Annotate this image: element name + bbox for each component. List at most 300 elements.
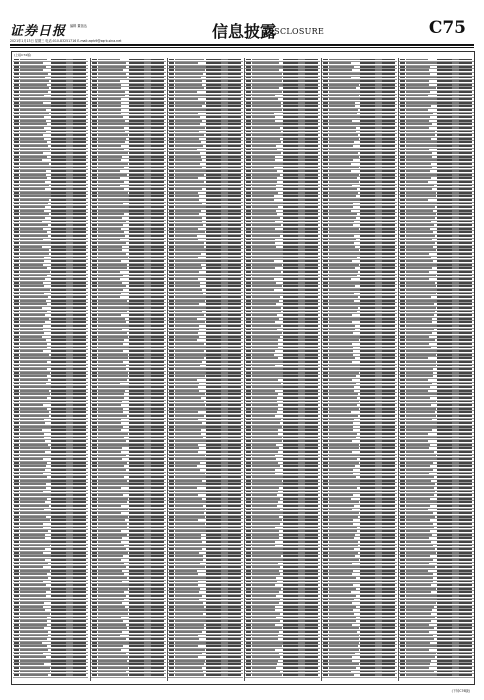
table-cell bbox=[231, 213, 241, 215]
table-cell bbox=[246, 203, 251, 205]
table-cell bbox=[66, 278, 73, 280]
table-cell bbox=[154, 354, 164, 356]
table-cell bbox=[385, 390, 395, 392]
table-cell bbox=[231, 159, 241, 161]
table-cell bbox=[144, 401, 151, 403]
table-cell bbox=[154, 311, 164, 313]
table-cell bbox=[144, 444, 151, 446]
table-cell bbox=[175, 663, 204, 665]
table-cell bbox=[66, 177, 73, 179]
table-cell bbox=[323, 167, 328, 169]
table-cell bbox=[66, 285, 73, 287]
table-cell bbox=[298, 314, 305, 316]
table-cell bbox=[329, 149, 360, 151]
table-cell bbox=[14, 606, 19, 608]
table-cell bbox=[92, 325, 97, 327]
table-cell bbox=[308, 123, 318, 125]
table-cell bbox=[323, 566, 328, 568]
table-cell bbox=[175, 588, 200, 590]
table-cell bbox=[221, 401, 228, 403]
table-cell bbox=[66, 195, 73, 197]
table-cell bbox=[14, 332, 19, 334]
table-cell bbox=[323, 285, 328, 287]
table-cell bbox=[154, 303, 164, 305]
table-cell bbox=[252, 296, 280, 298]
table-cell bbox=[144, 494, 151, 496]
table-cell bbox=[20, 185, 49, 187]
table-cell bbox=[175, 73, 203, 75]
table-cell bbox=[175, 159, 202, 161]
table-cell bbox=[175, 84, 202, 86]
table-cell bbox=[20, 559, 45, 561]
table-cell bbox=[231, 66, 241, 68]
table-cell bbox=[221, 239, 228, 241]
table-cell bbox=[20, 415, 49, 417]
table-cell bbox=[308, 170, 318, 172]
table-cell bbox=[323, 102, 328, 104]
table-cell bbox=[154, 206, 164, 208]
table-cell bbox=[175, 465, 197, 467]
table-cell bbox=[154, 91, 164, 93]
table-cell bbox=[169, 372, 174, 374]
table-cell bbox=[298, 192, 305, 194]
table-cell bbox=[175, 415, 204, 417]
table-cell bbox=[375, 102, 382, 104]
table-cell bbox=[323, 354, 328, 356]
table-cell bbox=[221, 671, 228, 673]
table-cell bbox=[231, 566, 241, 568]
table-cell bbox=[308, 242, 318, 244]
table-cell bbox=[329, 156, 359, 158]
table-cell bbox=[231, 494, 241, 496]
table-cell bbox=[231, 311, 241, 313]
table-cell bbox=[76, 152, 86, 154]
table-cell bbox=[231, 275, 241, 277]
table-cell bbox=[221, 620, 228, 622]
table-cell bbox=[175, 426, 206, 428]
table-cell bbox=[221, 116, 228, 118]
table-cell bbox=[221, 624, 228, 626]
table-cell bbox=[175, 401, 204, 403]
table-cell bbox=[298, 411, 305, 413]
table-cell bbox=[246, 347, 251, 349]
table-cell bbox=[175, 505, 203, 507]
table-cell bbox=[154, 203, 164, 205]
table-cell bbox=[252, 505, 277, 507]
table-cell bbox=[175, 87, 204, 89]
table-cell bbox=[76, 228, 86, 230]
table-cell bbox=[323, 462, 328, 464]
table-cell bbox=[323, 311, 328, 313]
table-cell bbox=[66, 221, 73, 223]
table-cell bbox=[76, 167, 86, 169]
table-cell bbox=[252, 408, 278, 410]
table-cell bbox=[323, 181, 328, 183]
table-cell bbox=[329, 451, 352, 453]
table-cell bbox=[175, 239, 198, 241]
table-cell bbox=[169, 282, 174, 284]
table-cell bbox=[221, 397, 228, 399]
table-cell bbox=[14, 192, 19, 194]
table-cell bbox=[175, 260, 206, 262]
table-cell bbox=[92, 113, 97, 115]
table-cell bbox=[323, 512, 328, 514]
table-cell bbox=[144, 152, 151, 154]
table-cell bbox=[20, 332, 44, 334]
table-cell bbox=[92, 379, 97, 381]
table-cell bbox=[252, 253, 284, 255]
table-cell bbox=[308, 350, 318, 352]
table-cell bbox=[144, 451, 151, 453]
table-cell bbox=[375, 552, 382, 554]
table-cell bbox=[154, 429, 164, 431]
table-cell bbox=[144, 113, 151, 115]
table-cell bbox=[246, 134, 251, 136]
table-cell bbox=[144, 109, 151, 111]
table-cell bbox=[323, 87, 328, 89]
table-cell bbox=[385, 325, 395, 327]
table-cell bbox=[375, 473, 382, 475]
table-cell bbox=[169, 134, 174, 136]
table-cell bbox=[221, 145, 228, 147]
table-cell bbox=[20, 213, 49, 215]
table-cell bbox=[14, 512, 19, 514]
table-cell bbox=[246, 311, 251, 313]
table-cell bbox=[231, 282, 241, 284]
table-cell bbox=[154, 473, 164, 475]
table-cell bbox=[20, 393, 50, 395]
table-cell bbox=[154, 350, 164, 352]
table-cell bbox=[76, 455, 86, 457]
table-cell bbox=[323, 411, 328, 413]
table-cell bbox=[169, 318, 174, 320]
table-cell bbox=[385, 239, 395, 241]
table-cell bbox=[221, 613, 228, 615]
table-cell bbox=[92, 228, 97, 230]
table-cell bbox=[385, 386, 395, 388]
table-cell bbox=[252, 123, 284, 125]
table-cell bbox=[154, 375, 164, 377]
table-cell bbox=[76, 552, 86, 554]
table-cell bbox=[66, 329, 73, 331]
table-cell bbox=[375, 84, 382, 86]
table-cell bbox=[169, 343, 174, 345]
table-cell bbox=[20, 444, 48, 446]
table-cell bbox=[252, 397, 277, 399]
table-cell bbox=[14, 494, 19, 496]
table-cell bbox=[385, 235, 395, 237]
table-cell bbox=[375, 300, 382, 302]
table-cell bbox=[308, 426, 318, 428]
table-cell bbox=[20, 390, 49, 392]
table-cell bbox=[323, 192, 328, 194]
table-cell bbox=[252, 303, 276, 305]
table-cell bbox=[329, 555, 355, 557]
table-cell bbox=[144, 343, 151, 345]
table-cell bbox=[144, 123, 151, 125]
table-cell bbox=[144, 221, 151, 223]
table-cell bbox=[98, 271, 120, 273]
table-cell bbox=[144, 649, 151, 651]
table-cell bbox=[20, 98, 51, 100]
table-cell bbox=[154, 491, 164, 493]
table-cell bbox=[154, 379, 164, 381]
table-cell bbox=[98, 595, 126, 597]
table-cell bbox=[92, 537, 97, 539]
table-cell bbox=[246, 275, 251, 277]
table-cell bbox=[329, 228, 359, 230]
table-cell bbox=[246, 437, 251, 439]
table-cell bbox=[66, 239, 73, 241]
table-cell bbox=[385, 469, 395, 471]
table-cell bbox=[20, 491, 43, 493]
table-cell bbox=[66, 620, 73, 622]
table-cell bbox=[375, 282, 382, 284]
table-cell bbox=[76, 368, 86, 370]
table-cell bbox=[169, 494, 174, 496]
table-cell bbox=[66, 663, 73, 665]
table-cell bbox=[14, 98, 19, 100]
table-cell bbox=[175, 469, 200, 471]
table-cell bbox=[14, 69, 19, 71]
table-cell bbox=[76, 555, 86, 557]
table-cell bbox=[221, 80, 228, 82]
table-cell bbox=[246, 462, 251, 464]
table-cell bbox=[308, 257, 318, 259]
table-cell bbox=[221, 602, 228, 604]
table-cell bbox=[221, 141, 228, 143]
table-cell bbox=[252, 69, 279, 71]
table-cell bbox=[221, 541, 228, 543]
table-cell bbox=[308, 584, 318, 586]
table-cell bbox=[385, 267, 395, 269]
table-cell bbox=[14, 645, 19, 647]
page-number: C75 bbox=[428, 18, 466, 38]
table-cell bbox=[375, 458, 382, 460]
table-cell bbox=[385, 354, 395, 356]
table-cell bbox=[252, 163, 283, 165]
table-cell bbox=[231, 354, 241, 356]
table-cell bbox=[221, 473, 228, 475]
table-cell bbox=[20, 519, 50, 521]
table-cell bbox=[231, 123, 241, 125]
table-cell bbox=[154, 77, 164, 79]
table-cell bbox=[169, 512, 174, 514]
table-cell bbox=[246, 62, 251, 64]
table-cell bbox=[92, 656, 97, 658]
table-cell bbox=[221, 649, 228, 651]
table-cell bbox=[98, 66, 126, 68]
table-cell bbox=[98, 174, 127, 176]
table-cell bbox=[98, 231, 124, 233]
table-cell bbox=[154, 462, 164, 464]
table-cell bbox=[298, 354, 305, 356]
table-cell bbox=[246, 447, 251, 449]
table-cell bbox=[308, 84, 318, 86]
table-cell bbox=[252, 473, 275, 475]
table-cell bbox=[308, 595, 318, 597]
table-cell bbox=[169, 401, 174, 403]
table-cell bbox=[221, 509, 228, 511]
table-cell bbox=[231, 149, 241, 151]
table-cell bbox=[246, 649, 251, 651]
table-cell bbox=[175, 246, 204, 248]
table-cell bbox=[231, 221, 241, 223]
table-cell bbox=[308, 545, 318, 547]
table-cell bbox=[308, 109, 318, 111]
table-cell bbox=[76, 595, 86, 597]
table-cell bbox=[154, 469, 164, 471]
table-cell bbox=[323, 509, 328, 511]
table-cell bbox=[76, 383, 86, 385]
table-cell bbox=[385, 494, 395, 496]
table-cell bbox=[144, 437, 151, 439]
table-cell bbox=[175, 120, 202, 122]
table-cell bbox=[308, 667, 318, 669]
table-cell bbox=[66, 635, 73, 637]
table-cell bbox=[169, 127, 174, 129]
table-cell bbox=[246, 249, 251, 251]
table-cell bbox=[221, 159, 228, 161]
table-cell bbox=[308, 527, 318, 529]
table-cell bbox=[385, 393, 395, 395]
table-cell bbox=[221, 498, 228, 500]
table-cell bbox=[154, 656, 164, 658]
table-cell bbox=[20, 84, 47, 86]
table-cell bbox=[66, 465, 73, 467]
table-cell bbox=[92, 120, 97, 122]
table-cell bbox=[221, 548, 228, 550]
table-cell bbox=[375, 541, 382, 543]
table-cell bbox=[252, 350, 275, 352]
table-cell bbox=[169, 627, 174, 629]
table-cell bbox=[76, 548, 86, 550]
table-cell bbox=[252, 152, 281, 154]
table-cell bbox=[308, 455, 318, 457]
table-cell bbox=[252, 429, 278, 431]
table-cell bbox=[169, 105, 174, 107]
table-cell bbox=[298, 602, 305, 604]
table-cell bbox=[252, 368, 284, 370]
table-cell bbox=[154, 368, 164, 370]
table-cell bbox=[169, 667, 174, 669]
table-cell bbox=[169, 537, 174, 539]
table-cell bbox=[76, 156, 86, 158]
table-cell bbox=[154, 332, 164, 334]
table-cell bbox=[329, 91, 361, 93]
table-cell bbox=[144, 177, 151, 179]
table-cell bbox=[298, 437, 305, 439]
table-cell bbox=[169, 109, 174, 111]
table-cell bbox=[14, 383, 19, 385]
table-cell bbox=[76, 433, 86, 435]
table-cell bbox=[385, 563, 395, 565]
table-cell bbox=[221, 289, 228, 291]
table-cell bbox=[14, 397, 19, 399]
table-cell bbox=[375, 498, 382, 500]
table-cell bbox=[252, 203, 284, 205]
table-cell bbox=[308, 552, 318, 554]
table-cell bbox=[385, 505, 395, 507]
table-cell bbox=[308, 181, 318, 183]
table-cell bbox=[385, 156, 395, 158]
table-cell bbox=[169, 501, 174, 503]
table-cell bbox=[252, 559, 283, 561]
table-cell bbox=[169, 120, 174, 122]
table-cell bbox=[298, 401, 305, 403]
table-cell bbox=[231, 167, 241, 169]
table-cell bbox=[76, 447, 86, 449]
table-cell bbox=[144, 501, 151, 503]
table-cell bbox=[252, 138, 280, 140]
table-cell bbox=[98, 365, 126, 367]
table-cell bbox=[323, 278, 328, 280]
table-cell bbox=[76, 541, 86, 543]
table-cell bbox=[76, 401, 86, 403]
table-cell bbox=[92, 109, 97, 111]
table-cell bbox=[175, 483, 207, 485]
table-cell bbox=[20, 599, 51, 601]
table-cell bbox=[246, 426, 251, 428]
table-cell bbox=[298, 228, 305, 230]
table-cell bbox=[308, 609, 318, 611]
table-cell bbox=[14, 257, 19, 259]
table-cell bbox=[20, 134, 43, 136]
table-cell bbox=[385, 91, 395, 93]
table-cell bbox=[20, 379, 48, 381]
table-cell bbox=[252, 663, 277, 665]
table-cell bbox=[323, 408, 328, 410]
table-cell bbox=[231, 440, 241, 442]
table-cell bbox=[76, 159, 86, 161]
table-cell bbox=[221, 523, 228, 525]
table-cell bbox=[221, 69, 228, 71]
table-cell bbox=[76, 120, 86, 122]
table-cell bbox=[144, 433, 151, 435]
table-cell bbox=[14, 347, 19, 349]
table-cell bbox=[308, 372, 318, 374]
table-cell bbox=[221, 188, 228, 190]
table-cell bbox=[98, 663, 129, 665]
table-cell bbox=[20, 563, 48, 565]
table-cell bbox=[14, 231, 19, 233]
table-cell bbox=[92, 408, 97, 410]
table-cell bbox=[329, 264, 359, 266]
table-cell bbox=[385, 163, 395, 165]
table-cell bbox=[92, 465, 97, 467]
table-cell bbox=[20, 635, 48, 637]
table-cell bbox=[298, 631, 305, 633]
table-cell bbox=[92, 307, 97, 309]
table-cell bbox=[246, 465, 251, 467]
table-cell bbox=[175, 253, 201, 255]
table-cell bbox=[231, 599, 241, 601]
table-cell bbox=[323, 491, 328, 493]
table-cell bbox=[246, 671, 251, 673]
table-cell bbox=[169, 545, 174, 547]
table-cell bbox=[231, 285, 241, 287]
table-cell bbox=[20, 498, 47, 500]
table-cell bbox=[298, 462, 305, 464]
table-cell bbox=[221, 512, 228, 514]
table-cell bbox=[221, 476, 228, 478]
table-cell bbox=[154, 105, 164, 107]
table-cell bbox=[92, 185, 97, 187]
table-cell bbox=[14, 469, 19, 471]
table-cell bbox=[246, 365, 251, 367]
table-cell bbox=[14, 152, 19, 154]
table-cell bbox=[20, 138, 44, 140]
